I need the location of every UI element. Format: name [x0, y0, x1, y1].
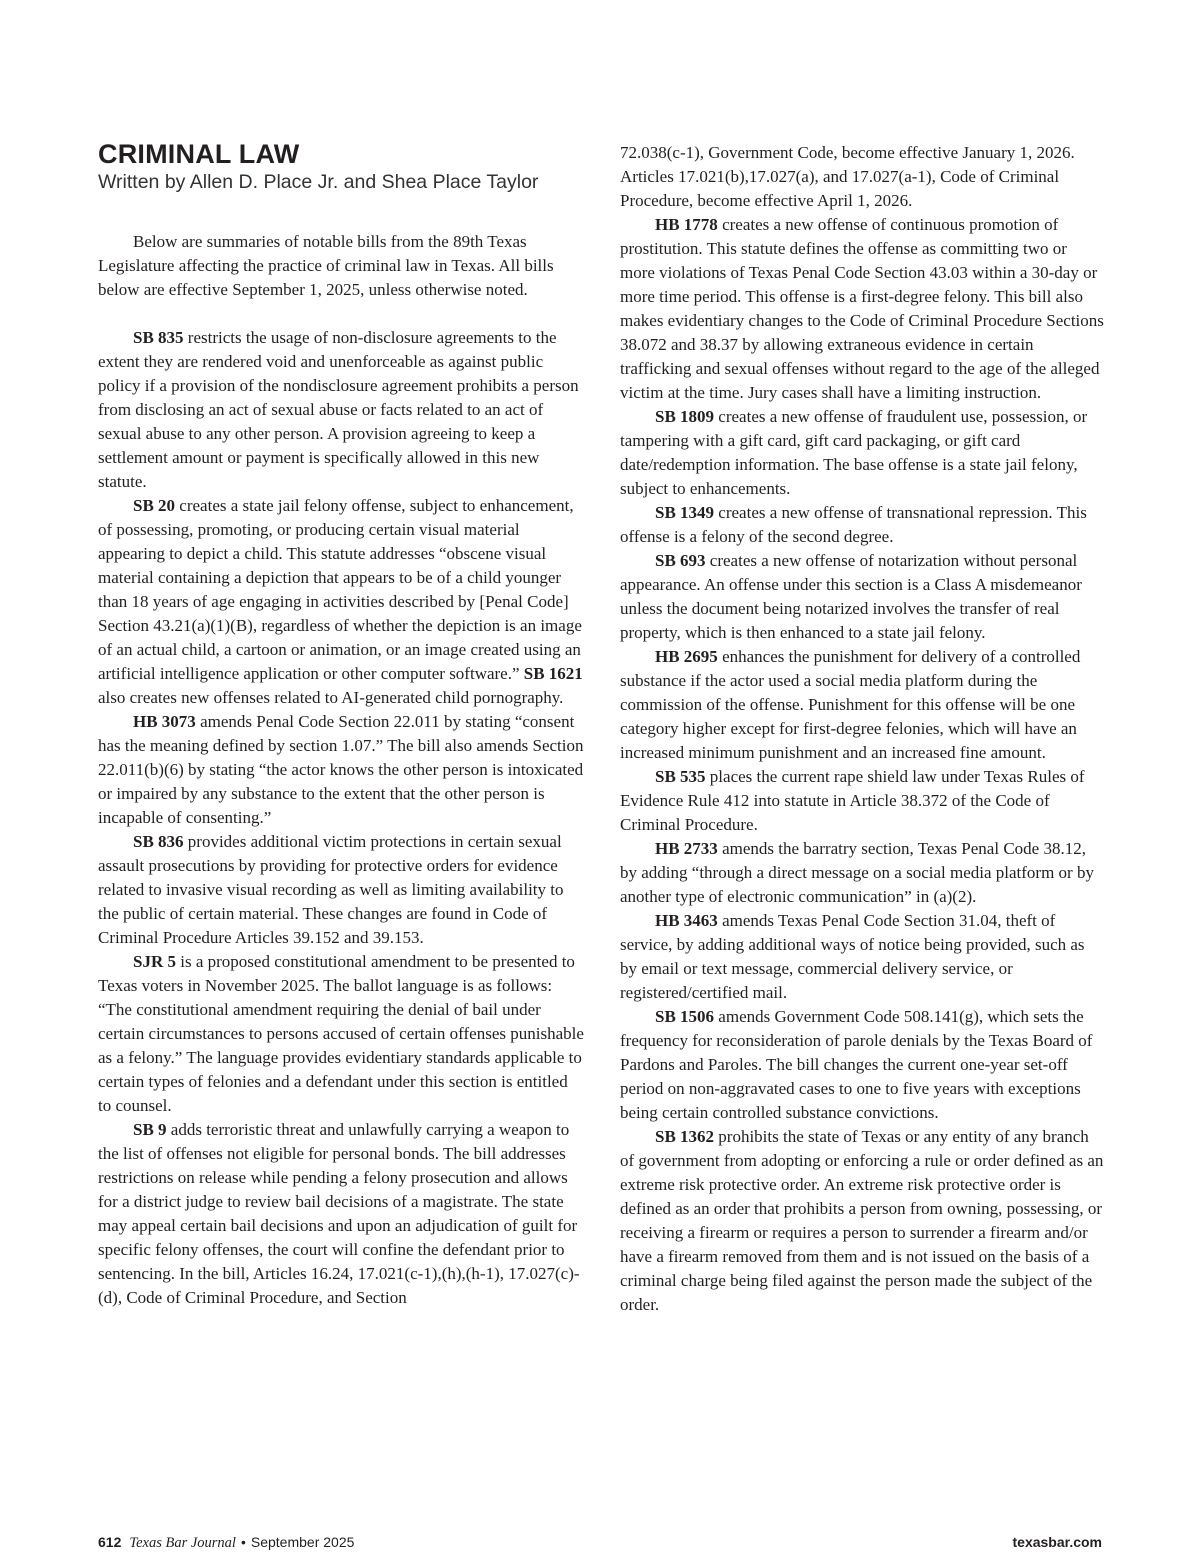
bill-paragraph — [98, 710, 584, 830]
page-footer — [98, 1532, 1102, 1554]
bill-summary: amends the barratry section, Texas Penal Code 38.12, by adding “through a direct message on a social media platform or by another type of electronic communication” in (a)(2). — [620, 839, 1094, 906]
bill-summary: creates a new offense of continuous promotion of prostitution. This statute defines the offense as committing two or more violations of Texas Penal Code Section 43.03 within a 30-day or more time period. This offense is a first-degree felony. This bill also makes evidentiary changes to the Code of Criminal Procedure Sections 38.072 and 38.37 by allowing extraneous evidence in certain trafficking and sexual offenses without regard to the age of the alleged victim at the time. Jury cases shall have a limiting instruction. — [620, 215, 1104, 402]
bill-number: SB 836 — [133, 832, 184, 851]
bill-summary: is a proposed constitutional amendment to be presented to Texas voters in November 2025. The ballot language is as follows: “The constitutional amendment requiring the denial of bail under certain circumstances to persons accused of certain offenses punishable as a felony.” The language provides evidentiary standards applicable to certain types of felonies and a defendant under this section is entitled to counsel. — [98, 952, 584, 1115]
bill-summary: amends Government Code 508.141(g), which sets the frequency for reconsideration of parole denials by the Texas Board of Pardons and Paroles. The bill changes the current one-year set-off period on non-aggravated cases to one to five years with exceptions being certain controlled substance convictions. — [620, 1007, 1093, 1122]
issue-date: September 2025 — [250, 1534, 355, 1550]
bill-paragraph — [98, 326, 584, 494]
bill-number: SB 1506 — [655, 1007, 715, 1026]
bill-paragraph — [620, 645, 1104, 765]
intro-paragraph: Below are summaries of notable bills from the 89th Texas Legislature affecting the practice of criminal law in Texas. All bills below are effective September 1, 2025, unless otherwise noted. — [98, 232, 554, 299]
bill-number: SB 20 — [133, 496, 176, 515]
bill-summary: prohibits the state of Texas or any entity of any branch of government from adopting or enforcing a rule or order defined as an extreme risk protective order. An extreme risk protective order is defined as an order that prohibits a person from owning, possessing, or receiving a firearm or requires a person to surrender a firearm and/or have a firearm removed from them and is not issued on the basis of a criminal charge being filed against the person made the subject of the order. — [620, 1127, 1104, 1314]
bill-number: SB 535 — [655, 767, 706, 786]
bullet-separator: • — [240, 1534, 246, 1550]
bill-paragraph — [620, 1125, 1104, 1317]
left-column — [98, 230, 584, 1310]
bill-paragraph — [620, 765, 1104, 837]
bill-paragraph — [620, 837, 1104, 909]
bill-number: SB 1809 — [655, 407, 715, 426]
bill-number: HB 2733 — [655, 839, 718, 858]
bill-number: SB 693 — [655, 551, 706, 570]
bill-number: HB 1778 — [655, 215, 718, 234]
bill-number: HB 3073 — [133, 712, 196, 731]
bill-number: SB 1349 — [655, 503, 715, 522]
bill-paragraph — [620, 1005, 1104, 1125]
bill-summary: amends Texas Penal Code Section 31.04, theft of service, by adding additional ways of notice being provided, such as by email or text message, commercial delivery service, or registered/certified mail. — [620, 911, 1085, 1002]
continued-paragraph: 72.038(c-1), Government Code, become effective January 1, 2026. Articles 17.021(b),17.027(a), and 17.027(a-1), Code of Criminal Procedure, become effective April 1, 2026. — [620, 143, 1075, 210]
bill-paragraph — [620, 213, 1104, 405]
bill-paragraph — [620, 549, 1104, 645]
bill-summary: also creates new offenses related to AI-generated child pornography. — [98, 688, 564, 707]
bill-number: SB 1362 — [655, 1127, 715, 1146]
website-url: texasbar.com — [1012, 1534, 1102, 1550]
bill-summary: restricts the usage of non-disclosure agreements to the extent they are rendered void and unenforceable as against public policy if a provision of the nondisclosure agreement prohibits a person from disclosing an act of sexual abuse or facts related to an act of sexual abuse to any other person. A provision agreeing to keep a settlement amount or payment is specifically allowed in this new statute. — [98, 328, 579, 491]
bill-paragraph — [98, 1118, 584, 1310]
right-column — [620, 141, 1104, 1317]
bill-number: SB 835 — [133, 328, 184, 347]
bill-number: SB 1621 — [523, 664, 583, 683]
bill-number: HB 3463 — [655, 911, 718, 930]
bill-paragraph — [98, 950, 584, 1118]
bill-summary: creates a new offense of notarization without personal appearance. An offense under this section is a Class A misdemeanor unless the document being notarized involves the transfer of real property, which is then enhanced to a state jail felony. — [620, 551, 1082, 642]
bill-summary: creates a state jail felony offense, subject to enhancement, of possessing, promoting, or producing certain visual material appearing to depict a child. This statute addresses “obscene visual material containing a depiction that appears to be of a child younger than 18 years of age engaging in activities described by [Penal Code] Section 43.21(a)(1)(B), regardless of whether the depiction is an image of an actual child, a cartoon or animation, or an image created using an artificial intelligence application or other computer software.” — [98, 496, 582, 683]
bill-number: SB 9 — [133, 1120, 167, 1139]
section-title: CRIMINAL LAW — [98, 139, 300, 169]
page-number: 612 — [98, 1534, 122, 1550]
bill-summary: creates a new offense of fraudulent use, possession, or tampering with a gift card, gift card packaging, or gift card date/redemption information. The base offense is a state jail felony, subject to enhancements. — [620, 407, 1088, 498]
byline: Written by Allen D. Place Jr. and Shea Place Taylor — [98, 171, 539, 193]
bill-summary: creates a new offense of transnational repression. This offense is a felony of the second degree. — [620, 503, 1087, 546]
bill-paragraph — [620, 501, 1104, 549]
bill-paragraph — [98, 494, 584, 710]
bill-summary: adds terroristic threat and unlawfully carrying a weapon to the list of offenses not eligible for personal bonds. The bill addresses restrictions on release while pending a felony prosecution and allows for a district judge to review bail decisions of a magistrate. The state may appeal certain bail decisions and upon an adjudication of guilt for specific felony offenses, the court will confine the defendant prior to sentencing. In the bill, Articles 16.24, 17.021(c-1),(h),(h-1), 17.027(c)-(d), Code of Criminal Procedure, and Section — [98, 1120, 580, 1307]
bill-number: HB 2695 — [655, 647, 718, 666]
footer-folio — [98, 1532, 354, 1553]
article-header — [98, 138, 578, 194]
bill-summary: amends Penal Code Section 22.011 by stating “consent has the meaning defined by section 1.07.” The bill also amends Section 22.011(b)(6) by stating “the actor knows the other person is intoxicated or impaired by any substance to the extent that the other person is incapable of consenting.” — [98, 712, 584, 827]
bill-number: SJR 5 — [133, 952, 176, 971]
bill-paragraph — [620, 405, 1104, 501]
bill-summary: enhances the punishment for delivery of a controlled substance if the actor used a social media platform during the commission of the offense. Punishment for this offense will be one category higher except for first-degree felonies, which will have an increased minimum punishment and an increased fine amount. — [620, 647, 1081, 762]
bill-paragraph — [98, 830, 584, 950]
bill-summary: provides additional victim protections in certain sexual assault prosecutions by providing for protective orders for evidence related to invasive visual recording as well as limiting availability to the public of certain material. These changes are found in Code of Criminal Procedure Articles 39.152 and 39.153. — [98, 832, 564, 947]
bill-summary: places the current rape shield law under Texas Rules of Evidence Rule 412 into statute in Article 38.372 of the Code of Criminal Procedure. — [620, 767, 1085, 834]
journal-name: Texas Bar Journal — [129, 1535, 236, 1551]
bill-paragraph — [620, 909, 1104, 1005]
